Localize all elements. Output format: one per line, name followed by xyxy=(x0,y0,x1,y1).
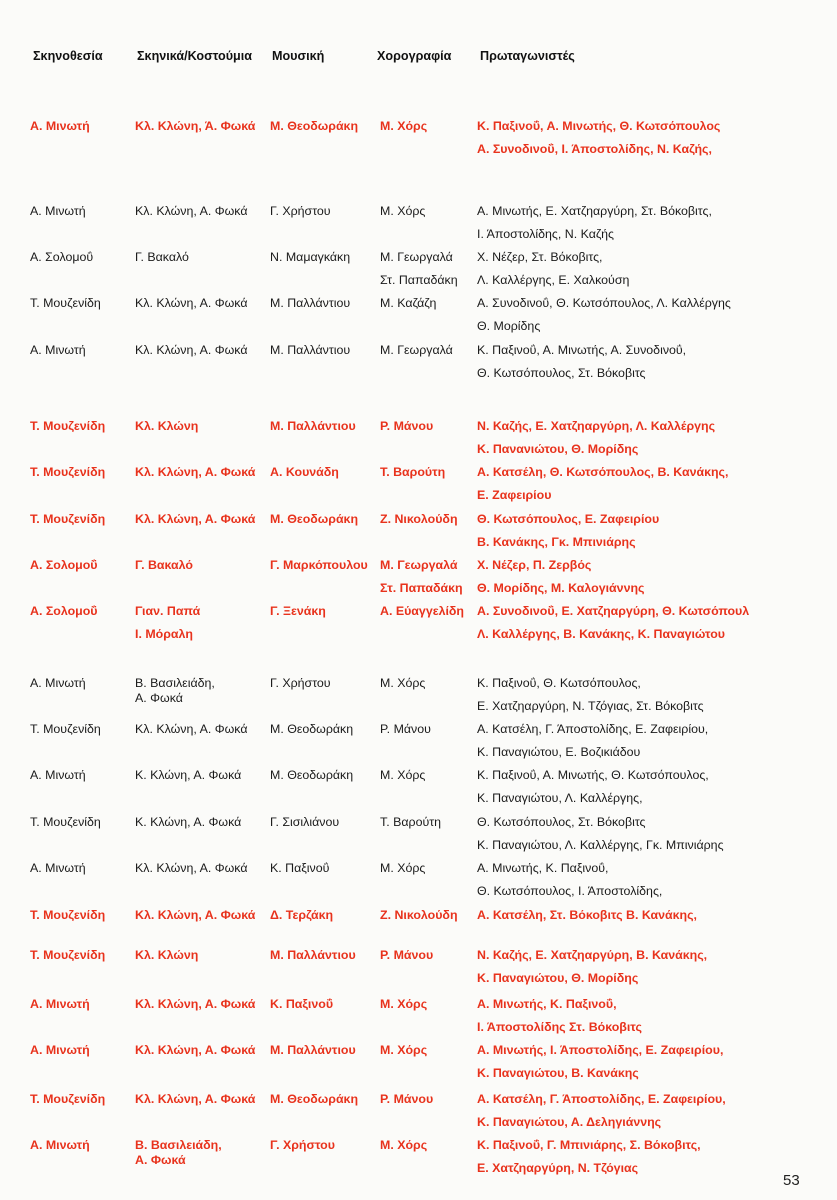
cell-sets-costumes: Κλ. Κλώνη, Α. Φωκά xyxy=(135,861,248,875)
cell-leads-line2: Κ. Παναγιώτου, Θ. Μορίδης xyxy=(477,971,639,985)
cell-leads: Κ. Παξινοΰ, Α. Μινωτής, Θ. Κωτσόπουλος xyxy=(477,119,721,133)
cell-choreography: Μ. Χόρς xyxy=(380,997,428,1011)
cell-sets-costumes: Κλ. Κλώνη, Α. Φωκά xyxy=(135,343,248,357)
cell-choreography: Ρ. Μάνου xyxy=(380,419,434,433)
cell-sets-costumes: Κλ. Κλώνη, Α. Φωκά xyxy=(135,465,256,479)
cell-choreography: Ρ. Μάνου xyxy=(380,722,431,736)
cell-leads-line2: Θ. Κωτσόπουλος, Στ. Βόκοβιτς xyxy=(477,366,646,380)
cell-choreography: Μ. Χόρς xyxy=(380,204,426,218)
cell-leads-line2: Ε. Χατζηαργύρη, Ν. Τζόγιας, Στ. Βόκοβιτς xyxy=(477,699,704,713)
cell-leads: Α. Μινωτής, Ι. Άποστολίδης, Ε. Ζαφειρίου, xyxy=(477,1043,724,1057)
cell-sets-costumes: Κ. Κλώνη, Α. Φωκά xyxy=(135,768,242,782)
cell-leads-line2: Κ. Παναγιώτου, Λ. Καλλέργης, xyxy=(477,791,643,805)
cell-choreography: Μ. Χόρς xyxy=(380,861,426,875)
cell-choreography: Μ. Χόρς xyxy=(380,1138,428,1152)
cell-choreography: Ρ. Μάνου xyxy=(380,1092,434,1106)
cell-music: Μ. Θεοδωράκη xyxy=(270,512,359,526)
cell-leads-line2: Κ. Παναγιώτου, Λ. Καλλέργης, Γκ. Μπινιάρης xyxy=(477,838,724,852)
cell-leads: Α. Κατσέλη, Γ. Άποστολίδης, Ε. Ζαφειρίου, xyxy=(477,722,709,736)
cell-direction: Τ. Μουζενίδη xyxy=(30,908,106,922)
cell-direction: Τ. Μουζενίδη xyxy=(30,465,106,479)
cell-leads: Κ. Παξινοΰ, Θ. Κωτσόπουλος, xyxy=(477,676,641,690)
cell-music: Δ. Τερζάκη xyxy=(270,908,334,922)
cell-leads: Κ. Παξινοΰ, Α. Μινωτής, Α. Συνοδινοΰ, xyxy=(477,343,687,357)
column-header-sets-costumes: Σκηνικά/Κοστούμια xyxy=(137,49,252,63)
cell-leads-line2: Λ. Καλλέργης, Ε. Χαλκούση xyxy=(477,273,630,287)
cell-leads-line2: Ε. Ζαφειρίου xyxy=(477,488,552,502)
cell-sets-costumes: Γιαν. Παπά xyxy=(135,604,201,618)
cell-leads: Α. Μινωτής, Κ. Παξινοΰ, xyxy=(477,997,617,1011)
cell-choreography: Ζ. Νικολούδη xyxy=(380,512,458,526)
cell-sets-costumes-line2: Α. Φωκά xyxy=(135,691,183,705)
cell-choreography: Ζ. Νικολούδη xyxy=(380,908,458,922)
cell-choreography: Μ. Καζάζη xyxy=(380,296,437,310)
cell-sets-costumes: Γ. Βακαλό xyxy=(135,558,193,572)
cell-leads-line2: Κ. Παναγιώτου, Ε. Βοζικιάδου xyxy=(477,745,641,759)
cell-direction: Τ. Μουζενίδη xyxy=(30,419,106,433)
cell-choreography: Μ. Χόρς xyxy=(380,1043,428,1057)
cell-sets-costumes: Κλ. Κλώνη, Α. Φωκά xyxy=(135,908,256,922)
cell-leads-line2: Ι. Άποστολίδης Στ. Βόκοβιτς xyxy=(477,1020,642,1034)
cell-sets-costumes: Κλ. Κλώνη xyxy=(135,419,199,433)
cell-sets-costumes: Κ. Κλώνη, Α. Φωκά xyxy=(135,815,242,829)
cell-music: Μ. Παλλάντιου xyxy=(270,948,356,962)
cell-music: Μ. Παλλάντιου xyxy=(270,1043,356,1057)
cell-direction: Α. Μινωτή xyxy=(30,1138,90,1152)
cell-music: Μ. Παλλάντιου xyxy=(270,343,351,357)
cell-direction: Α. Μινωτή xyxy=(30,119,90,133)
cell-leads: Α. Κατσέλη, Στ. Βόκοβιτς Β. Κανάκης, xyxy=(477,908,697,922)
cell-music: Μ. Θεοδωράκη xyxy=(270,768,354,782)
cell-music: Γ. Χρήστου xyxy=(270,204,331,218)
cell-music: Γ. Ξενάκη xyxy=(270,604,326,618)
cell-leads: Α. Κατσέλη, Θ. Κωτσόπουλος, Β. Κανάκης, xyxy=(477,465,729,479)
page-number: 53 xyxy=(783,1172,800,1189)
cell-music: Μ. Θεοδωράκη xyxy=(270,722,354,736)
cell-sets-costumes: Κλ. Κλώνη, Α. Φωκά xyxy=(135,722,248,736)
cell-sets-costumes: Κλ. Κλώνη xyxy=(135,948,199,962)
cell-direction: Τ. Μουζενίδη xyxy=(30,815,101,829)
cell-leads: Ν. Καζής, Ε. Χατζηαργύρη, Β. Κανάκης, xyxy=(477,948,708,962)
cell-choreography: Τ. Βαρούτη xyxy=(380,815,442,829)
cell-choreography: Μ. Χόρς xyxy=(380,676,426,690)
cell-leads: Α. Μινωτής, Ε. Χατζηαργύρη, Στ. Βόκοβιτς, xyxy=(477,204,712,218)
cell-leads-line2: Θ. Κωτσόπουλος, Ι. Άποστολίδης, xyxy=(477,884,663,898)
cell-direction: Α. Μινωτή xyxy=(30,676,86,690)
cell-sets-costumes: Β. Βασιλειάδη, xyxy=(135,1138,222,1152)
cell-direction: Τ. Μουζενίδη xyxy=(30,1092,106,1106)
cell-leads: Ν. Καζής, Ε. Χατζηαργύρη, Λ. Καλλέργης xyxy=(477,419,716,433)
cell-sets-costumes-line2: Α. Φωκά xyxy=(135,1153,186,1167)
column-header-leads: Πρωταγωνιστές xyxy=(480,49,575,63)
cell-music: Κ. Παξινοΰ xyxy=(270,861,330,875)
cell-music: Ν. Μαμαγκάκη xyxy=(270,250,351,264)
cell-leads-line2: Β. Κανάκης, Γκ. Μπινιάρης xyxy=(477,535,636,549)
cell-choreography: Μ. Γεωργαλά xyxy=(380,558,458,572)
cell-leads-line2: Λ. Καλλέργης, Β. Κανάκης, Κ. Παναγιώτου xyxy=(477,627,726,641)
cell-direction: Α. Σολομοΰ xyxy=(30,604,98,618)
cell-sets-costumes: Κλ. Κλώνη, Α. Φωκά xyxy=(135,1043,256,1057)
cell-leads-line2: Κ. Παναγιώτου, Β. Κανάκης xyxy=(477,1066,639,1080)
cell-choreography-line2: Στ. Παπαδάκη xyxy=(380,581,463,595)
cell-sets-costumes: Κλ. Κλώνη, Ά. Φωκά xyxy=(135,119,256,133)
cell-leads: Χ. Νέζερ, Στ. Βόκοβιτς, xyxy=(477,250,603,264)
cell-leads: Κ. Παξινοΰ, Γ. Μπινιάρης, Σ. Βόκοβιτς, xyxy=(477,1138,701,1152)
cell-direction: Α. Μινωτή xyxy=(30,861,86,875)
column-header-choreography: Χορογραφία xyxy=(377,49,452,63)
cell-leads-line2: Ε. Χατζηαργύρη, Ν. Τζόγιας xyxy=(477,1161,639,1175)
cell-leads: Α. Συνοδινοΰ, Ε. Χατζηαργύρη, Θ. Κωτσόπουλ xyxy=(477,604,750,618)
cell-direction: Α. Μινωτή xyxy=(30,343,86,357)
cell-music: Γ. Χρήστου xyxy=(270,1138,335,1152)
cell-leads: Α. Συνοδινοΰ, Θ. Κωτσόπουλος, Λ. Καλλέργης xyxy=(477,296,731,310)
cell-leads-line2: Κ. Πανανιώτου, Θ. Μορίδης xyxy=(477,442,639,456)
cell-direction: Α. Σολομοΰ xyxy=(30,558,98,572)
cell-leads: Θ. Κωτσόπουλος, Στ. Βόκοβιτς xyxy=(477,815,646,829)
cell-direction: Α. Μινωτή xyxy=(30,768,86,782)
cell-music: Μ. Θεοδωράκη xyxy=(270,1092,359,1106)
cell-music: Α. Κουνάδη xyxy=(270,465,339,479)
cell-sets-costumes: Β. Βασιλειάδη, xyxy=(135,676,215,690)
cell-direction: Τ. Μουζενίδη xyxy=(30,948,106,962)
cell-choreography-line2: Στ. Παπαδάκη xyxy=(380,273,458,287)
cell-leads-line2: Θ. Μορίδης xyxy=(477,319,541,333)
cell-direction: Τ. Μουζενίδη xyxy=(30,296,101,310)
cell-sets-costumes: Κλ. Κλώνη, Α. Φωκά xyxy=(135,1092,256,1106)
cell-sets-costumes: Κλ. Κλώνη, Α. Φωκά xyxy=(135,204,248,218)
cell-music: Γ. Χρήστου xyxy=(270,676,331,690)
cell-choreography: Μ. Γεωργαλά xyxy=(380,343,453,357)
cell-sets-costumes-line2: Ι. Μόραλη xyxy=(135,627,193,641)
cell-sets-costumes: Κλ. Κλώνη, Α. Φωκά xyxy=(135,512,256,526)
cell-leads-line2: Θ. Μορίδης, Μ. Καλογιάννης xyxy=(477,581,645,595)
cell-choreography: Α. Εύαγγελίδη xyxy=(380,604,465,618)
cell-leads: Θ. Κωτσόπουλος, Ε. Ζαφειρίου xyxy=(477,512,660,526)
cell-choreography: Μ. Χόρς xyxy=(380,119,428,133)
cell-leads: Α. Κατσέλη, Γ. Άποστολίδης, Ε. Ζαφειρίου, xyxy=(477,1092,726,1106)
cell-music: Γ. Μαρκόπουλου xyxy=(270,558,368,572)
cell-sets-costumes: Κλ. Κλώνη, Α. Φωκά xyxy=(135,296,248,310)
cell-direction: Α. Μινωτή xyxy=(30,204,86,218)
cell-music: Μ. Παλλάντιου xyxy=(270,419,356,433)
cell-sets-costumes: Κλ. Κλώνη, Α. Φωκά xyxy=(135,997,256,1011)
cell-direction: Α. Σολομοΰ xyxy=(30,250,94,264)
cell-direction: Τ. Μουζενίδη xyxy=(30,512,106,526)
cell-choreography: Τ. Βαρούτη xyxy=(380,465,446,479)
cell-music: Μ. Θεοδωράκη xyxy=(270,119,359,133)
cell-leads-line2: Ι. Άποστολίδης, Ν. Καζής xyxy=(477,227,615,241)
cell-leads-line2: Κ. Παναγιώτου, Α. Δεληγιάννης xyxy=(477,1115,662,1129)
cell-choreography: Μ. Γεωργαλά xyxy=(380,250,453,264)
cell-leads: Χ. Νέζερ, Π. Ζερβός xyxy=(477,558,592,572)
cell-direction: Α. Μινωτή xyxy=(30,997,90,1011)
cell-music: Μ. Παλλάντιου xyxy=(270,296,351,310)
cell-direction: Α. Μινωτή xyxy=(30,1043,90,1057)
cell-leads-line2: Α. Συνοδινοΰ, Ι. Άποστολίδης, Ν. Καζής, xyxy=(477,142,712,156)
column-header-music: Μουσική xyxy=(272,49,325,63)
column-header-direction: Σκηνοθεσία xyxy=(33,49,103,63)
cell-leads: Κ. Παξινοΰ, Α. Μινωτής, Θ. Κωτσόπουλος, xyxy=(477,768,709,782)
cell-choreography: Ρ. Μάνου xyxy=(380,948,434,962)
cell-leads: Α. Μινωτής, Κ. Παξινοΰ, xyxy=(477,861,609,875)
cell-choreography: Μ. Χόρς xyxy=(380,768,426,782)
cell-music: Γ. Σισιλιάνου xyxy=(270,815,340,829)
cell-sets-costumes: Γ. Βακαλό xyxy=(135,250,189,264)
cell-music: Κ. Παξινοΰ xyxy=(270,997,334,1011)
cell-direction: Τ. Μουζενίδη xyxy=(30,722,101,736)
